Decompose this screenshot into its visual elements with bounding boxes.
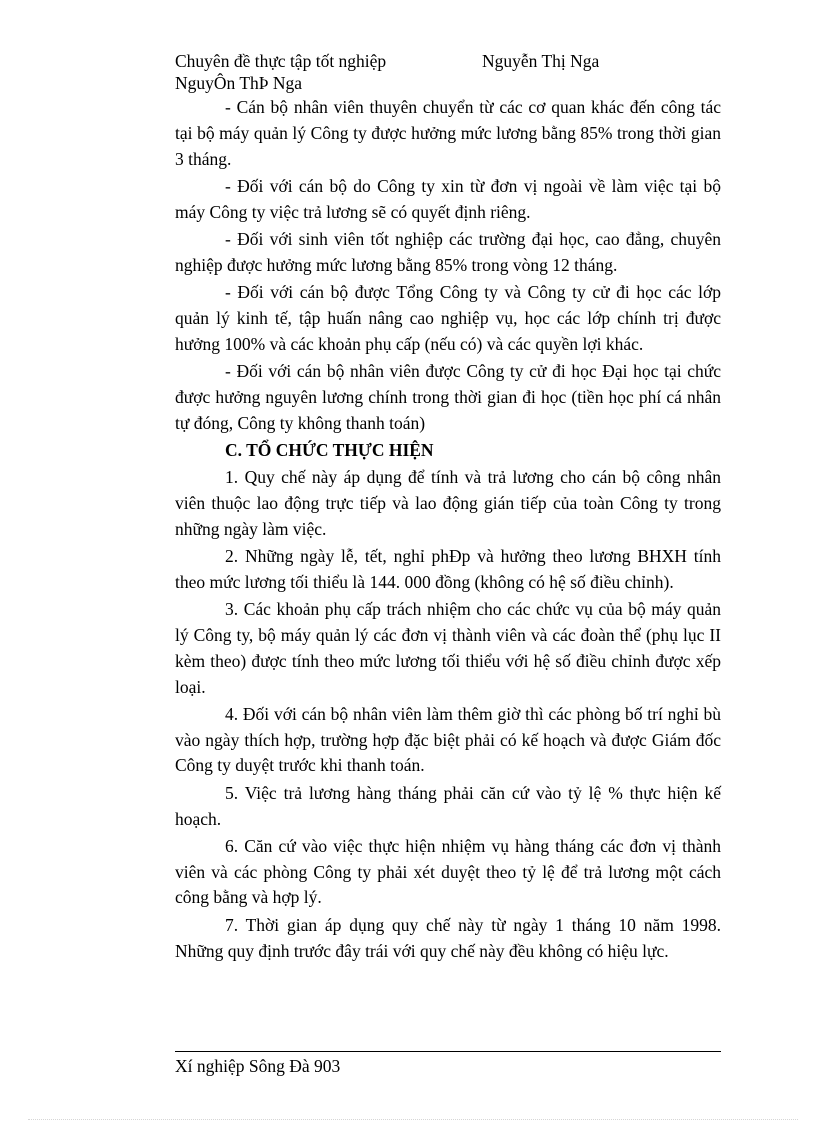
header-author-name-garbled: NguyÔn ThÞ Nga xyxy=(175,73,303,93)
implementation-item-2: 2. Những ngày lễ, tết, nghỉ phÐp và hưởng theo lương BHXH tính theo mức lương tối thiểu là 144. 000 đồng (không có hệ số điều chỉnh). xyxy=(175,546,721,592)
implementation-item-6: 6. Căn cứ vào việc thực hiện nhiệm vụ hàng tháng các đơn vị thành viên và các phòng Công ty phải xét duyệt theo tỷ lệ để trả lương một cách công bằng và hợp lý. xyxy=(175,835,721,908)
implementation-item-1: 1. Quy chế này áp dụng để tính và trả lương cho cán bộ công nhân viên thuộc lao động trực tiếp và lao động gián tiếp của toàn Công ty trong những ngày làm việc. xyxy=(175,467,721,539)
implementation-item-4: 4. Đối với cán bộ nhân viên làm thêm giờ thì các phòng bố trí nghỉ bù vào ngày thích hợp, trường hợp đặc biệt phải có kế hoạch và được Giám đốc Công ty duyệt trước khi thanh toán. xyxy=(175,703,721,776)
paragraph-graduates: - Đối với sinh viên tốt nghiệp các trường đại học, cao đẳng, chuyên nghiệp được hưởng mức lương bằng 85% trong vòng 12 tháng. xyxy=(175,228,721,275)
header-document-title: Chuyên đề thực tập tốt nghiệp xyxy=(175,51,387,71)
header-author-name: Nguyễn Thị Nga xyxy=(482,51,600,71)
paragraph-in-service-university: - Đối với cán bộ nhân viên được Công ty cử đi học Đại học tại chức được hưởng nguyên lương chính trong thời gian đi học (tiền học phí cá nhân tự đóng, Công ty không thanh toán) xyxy=(175,360,721,433)
implementation-item-5: 5. Việc trả lương hàng tháng phải căn cứ vào tỷ lệ % thực hiện kế hoạch. xyxy=(175,782,721,829)
implementation-item-7: 7. Thời gian áp dụng quy chế này từ ngày 1 tháng 10 năm 1998. Những quy định trước đây trái với quy chế này đều không có hiệu lực. xyxy=(175,914,721,961)
page-bottom-edge xyxy=(28,1119,798,1120)
paragraph-external-staff: - Đối với cán bộ do Công ty xin từ đơn vị ngoài về làm việc tại bộ máy Công ty việc trả lương sẽ có quyết định riêng. xyxy=(175,175,721,222)
paragraph-training-courses: - Đối với cán bộ được Tổng Công ty và Công ty cử đi học các lớp quản lý kinh tế, tập huấn nâng cao nghiệp vụ, học các lớp chính trị được hưởng 100% và các khoản phụ cấp (nếu có) và các quyền lợi khác. xyxy=(175,282,721,354)
paragraph-transfer-staff: - Cán bộ nhân viên thuyên chuyển từ các cơ quan khác đến công tác tại bộ máy quản lý Công ty được hưởng mức lương bằng 85% trong thời gian 3 tháng. xyxy=(175,97,721,169)
footer-company-name: Xí nghiệp Sông Đà 903 xyxy=(175,1056,341,1076)
footer-divider xyxy=(175,1051,721,1052)
section-heading-implementation: C. TỔ CHỨC THỰC HIỆN xyxy=(225,439,434,460)
document-body xyxy=(175,95,721,966)
implementation-item-3: 3. Các khoản phụ cấp trách nhiệm cho các chức vụ của bộ máy quản lý Công ty, bộ máy quản lý các đơn vị thành viên và các đoàn thể (phụ lục II kèm theo) được tính theo mức lương tối thiểu với hệ số điều chỉnh được xếp loại. xyxy=(175,599,721,697)
